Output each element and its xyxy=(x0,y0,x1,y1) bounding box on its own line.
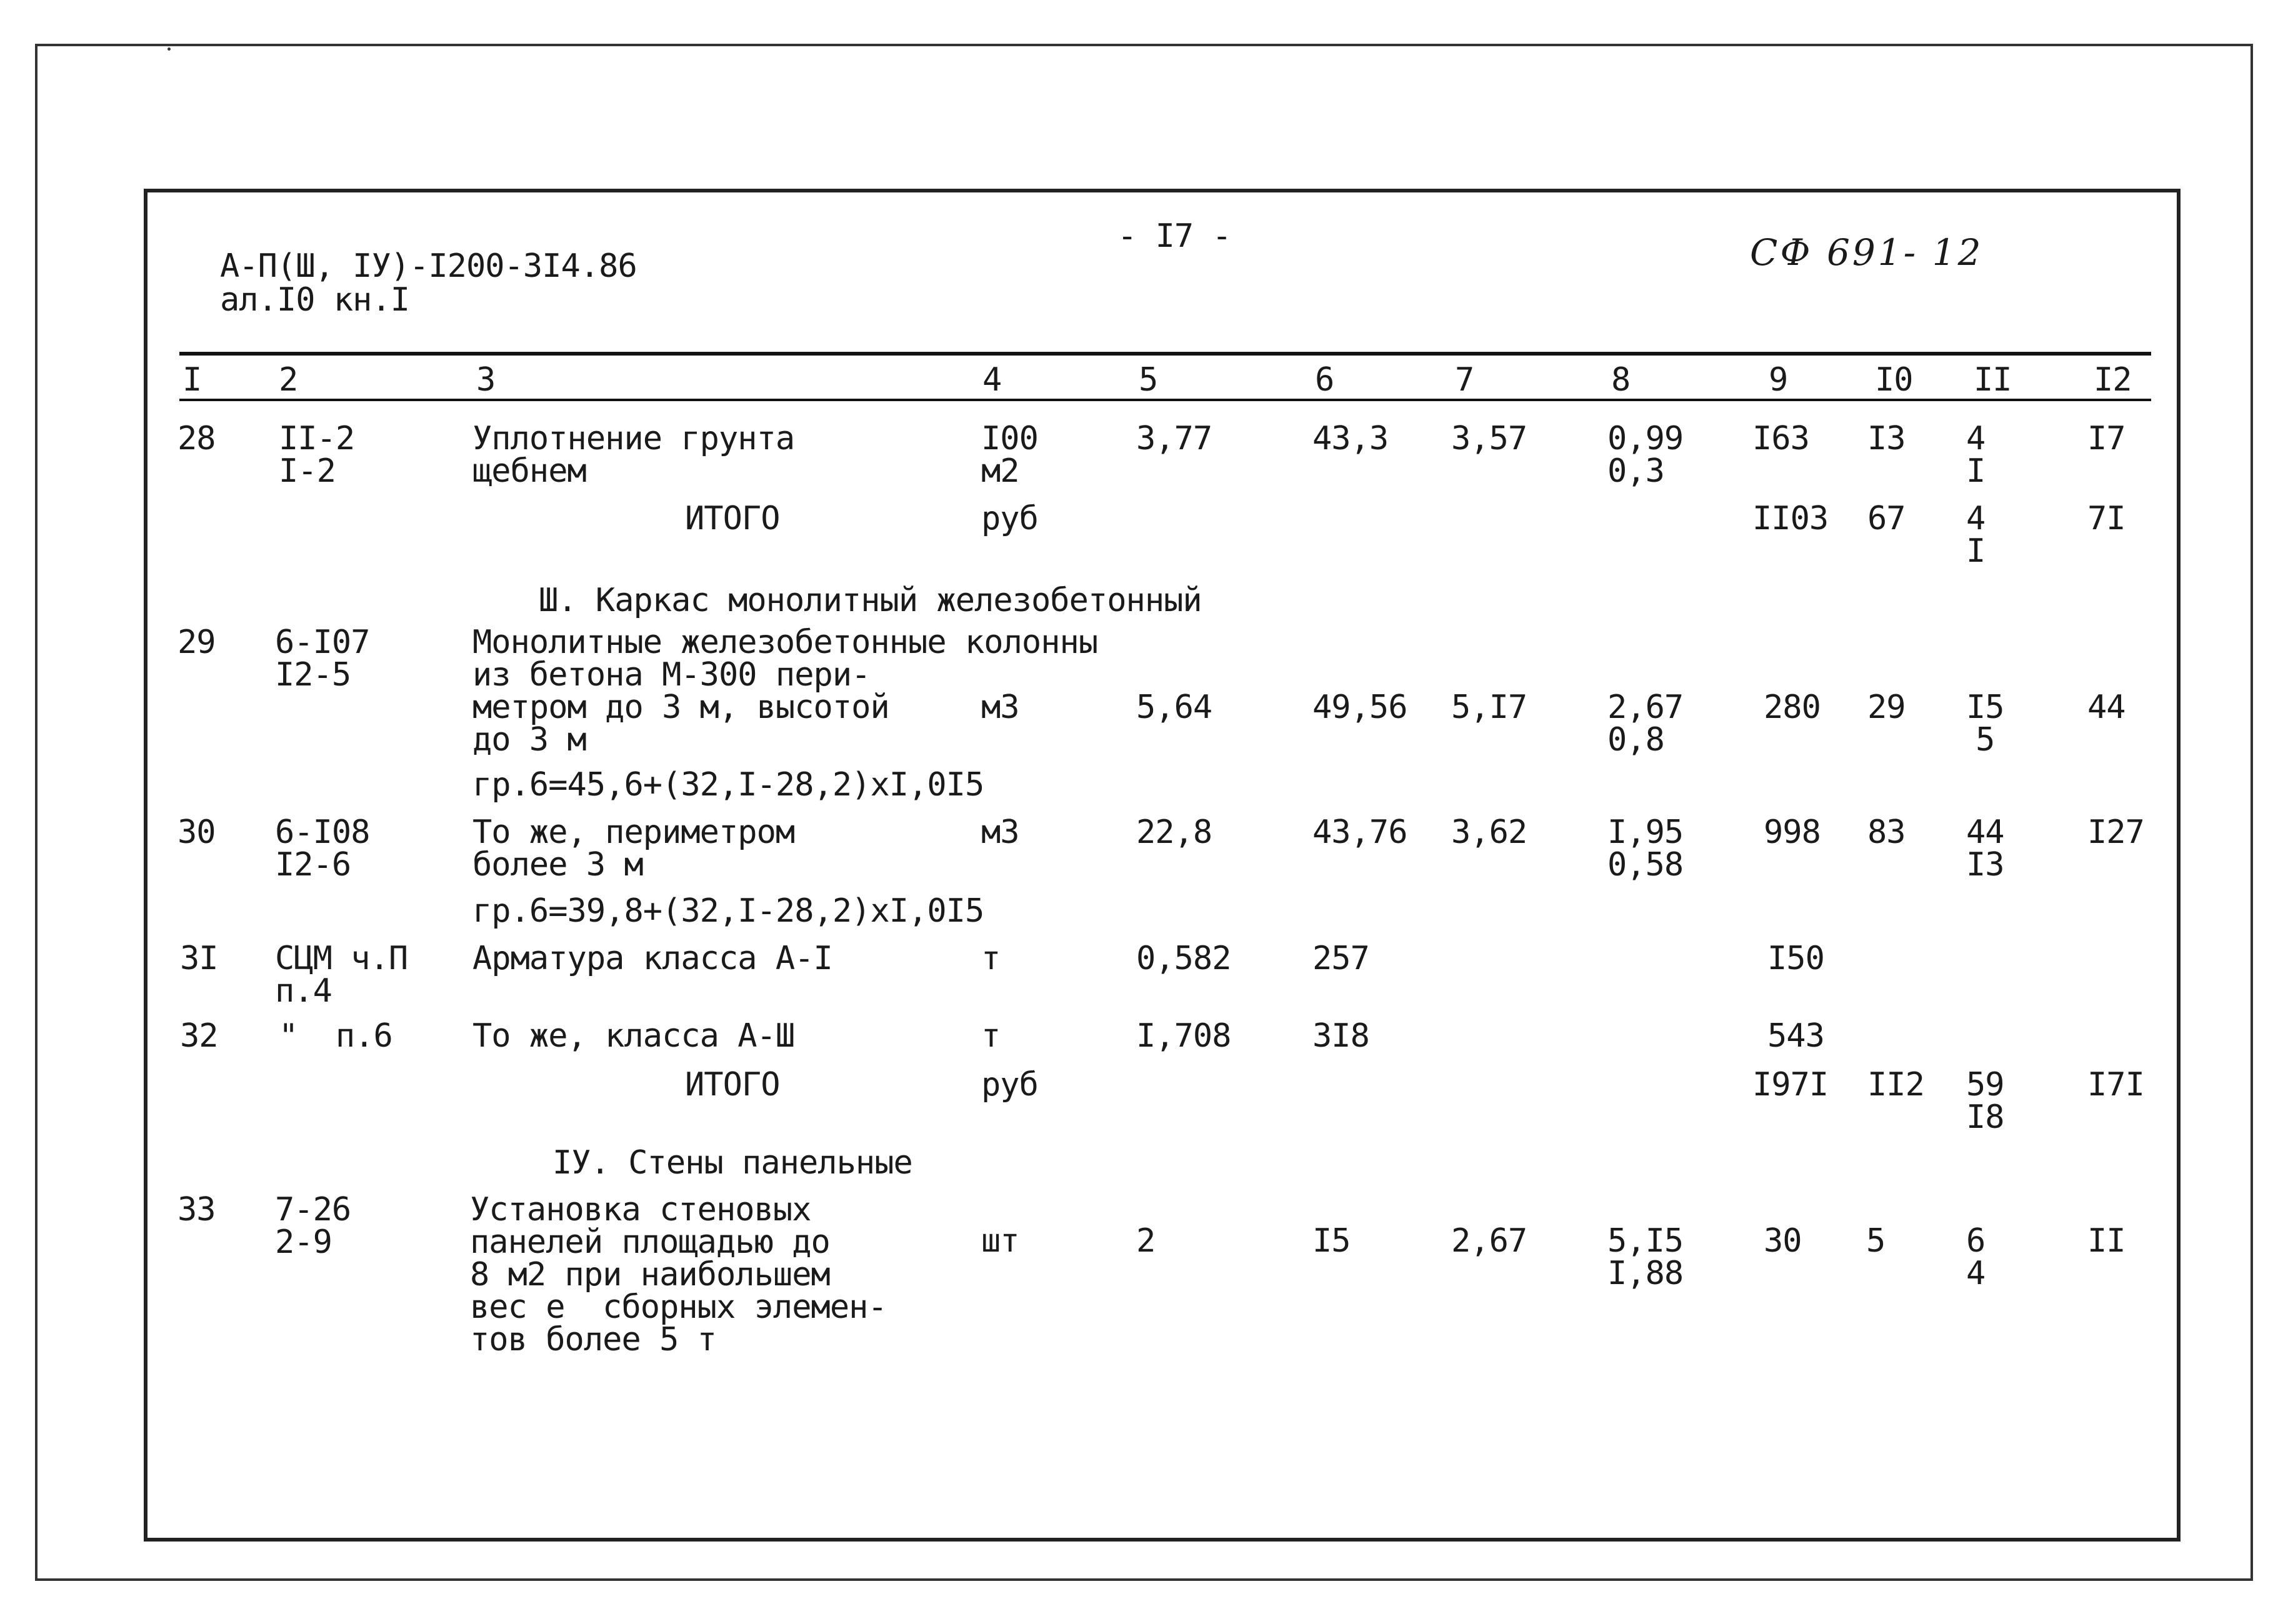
col10-value: 5 xyxy=(1866,1222,1886,1260)
col8-value: 5,І5 І,88 xyxy=(1607,1222,1684,1292)
col8-value: 2,67 0,8 xyxy=(1607,689,1684,759)
col11-value: І5 5 xyxy=(1966,689,2004,759)
col9-value: І63 xyxy=(1752,420,1809,457)
norm-code: 6-І08 І2-6 xyxy=(275,814,370,884)
col-header-11: ІІ xyxy=(1974,361,2012,399)
total-col9: ІІ03 xyxy=(1752,500,1829,537)
section-title-4: ІУ. Стены панельные xyxy=(552,1144,912,1182)
col6-value: І5 xyxy=(1312,1222,1351,1260)
col11-value: 4 І xyxy=(1966,420,1986,490)
unit: м3 xyxy=(981,814,1019,851)
row-number: 28 xyxy=(177,420,216,457)
col6-value: 43,76 xyxy=(1312,814,1407,851)
row-number: 29 xyxy=(177,624,216,661)
unit: І00 м2 xyxy=(981,420,1038,490)
formula: гр.6=45,6+(32,І-28,2)хІ,0І5 xyxy=(472,766,984,804)
col5-value: І,708 xyxy=(1136,1017,1231,1055)
total-unit: руб xyxy=(981,500,1038,537)
doc-code-line2: ал.І0 кн.І xyxy=(220,281,410,319)
row-number: 32 xyxy=(180,1017,218,1055)
norm-code: СЦМ ч.П п.4 xyxy=(275,940,408,1010)
unit: т xyxy=(981,1017,1001,1055)
col5-value: 0,582 xyxy=(1136,940,1231,977)
unit: т xyxy=(981,940,1001,977)
page-number: - І7 - xyxy=(1117,217,1231,255)
work-name: То же, класса А-Ш xyxy=(472,1017,795,1055)
col-header-7: 7 xyxy=(1455,361,1474,399)
col-header-1: І xyxy=(182,361,202,399)
col-header-4: 4 xyxy=(982,361,1002,399)
col6-value: 3І8 xyxy=(1312,1017,1369,1055)
col6-value: 49,56 xyxy=(1312,689,1407,726)
col9-value: 30 xyxy=(1764,1222,1802,1260)
col12-value: І7 xyxy=(2087,420,2126,457)
work-name: Установка стеновых панелей площадью до 8 м2 при наибольшем вес е сборных элемен- тов более 5 т xyxy=(470,1191,887,1358)
col-header-5: 5 xyxy=(1139,361,1158,399)
col-header-12: І2 xyxy=(2094,361,2132,399)
col7-value: 3,57 xyxy=(1451,420,1527,457)
unit: шт xyxy=(981,1222,1019,1260)
col-header-8: 8 xyxy=(1611,361,1631,399)
col8-value: 0,99 0,3 xyxy=(1607,420,1684,490)
col12-value: 44 xyxy=(2087,689,2126,726)
total-col10: 67 xyxy=(1867,500,1906,537)
col10-value: 29 xyxy=(1867,689,1906,726)
total-col10: ІІ2 xyxy=(1867,1066,1924,1103)
col-header-3: 3 xyxy=(476,361,496,399)
handwritten-ref: СФ 691- 12 xyxy=(1750,231,1984,274)
col9-value: 998 xyxy=(1764,814,1821,851)
total-unit: руб xyxy=(981,1066,1038,1103)
total-col12: І7І xyxy=(2087,1066,2144,1103)
col7-value: 2,67 xyxy=(1451,1222,1527,1260)
work-name: То же, периметром более 3 м xyxy=(472,814,795,884)
col-header-6: 6 xyxy=(1315,361,1334,399)
col12-value: ІІ xyxy=(2087,1222,2126,1260)
scan-speck xyxy=(167,47,171,51)
col-header-2: 2 xyxy=(279,361,298,399)
formula: гр.6=39,8+(32,І-28,2)хІ,0І5 xyxy=(472,892,984,930)
col9-value: 543 xyxy=(1767,1017,1824,1055)
col11-value: 6 4 xyxy=(1966,1222,1986,1292)
col10-value: І3 xyxy=(1867,420,1906,457)
col7-value: 5,І7 xyxy=(1451,689,1527,726)
total-label: ИТОГО xyxy=(685,1066,780,1103)
norm-code: 7-26 2-9 xyxy=(275,1191,351,1261)
col6-value: 43,3 xyxy=(1312,420,1389,457)
total-label: ИТОГО xyxy=(685,500,780,537)
row-number: 3І xyxy=(180,940,218,977)
total-col11: 4 І xyxy=(1966,500,1986,570)
norm-code: " п.6 xyxy=(279,1017,392,1055)
col5-value: 5,64 xyxy=(1136,689,1212,726)
row-number: 33 xyxy=(177,1191,216,1228)
col12-value: І27 xyxy=(2087,814,2144,851)
col10-value: 83 xyxy=(1867,814,1906,851)
table-header-rule xyxy=(179,399,2151,401)
col11-value: 44 І3 xyxy=(1966,814,2004,884)
work-name: Монолитные железобетонные колонны из бетона М-300 пери- метром до 3 м, высотой до 3 м xyxy=(472,624,1098,759)
table-top-rule xyxy=(179,352,2151,356)
total-col11: 59 І8 xyxy=(1966,1066,2004,1136)
col6-value: 257 xyxy=(1312,940,1369,977)
work-name: Уплотнение грунта щебнем xyxy=(472,420,795,490)
row-number: 30 xyxy=(177,814,216,851)
col7-value: 3,62 xyxy=(1451,814,1527,851)
col9-value: 280 xyxy=(1764,689,1821,726)
col8-value: І,95 0,58 xyxy=(1607,814,1684,884)
total-col12: 7І xyxy=(2087,500,2126,537)
col-header-9: 9 xyxy=(1769,361,1788,399)
col5-value: 2 xyxy=(1136,1222,1156,1260)
norm-code: ІІ-2 І-2 xyxy=(279,420,355,490)
col5-value: 22,8 xyxy=(1136,814,1212,851)
section-title-3: Ш. Каркас монолитный железобетонный xyxy=(539,582,1202,619)
work-name: Арматура класса А-І xyxy=(472,940,832,977)
col-header-10: І0 xyxy=(1875,361,1913,399)
unit: м3 xyxy=(981,689,1019,726)
norm-code: 6-І07 І2-5 xyxy=(275,624,370,694)
total-col9: І97І xyxy=(1752,1066,1829,1103)
doc-code-line1: А-П(Ш, ІУ)-І200-3І4.86 xyxy=(220,247,637,285)
col9-value: І50 xyxy=(1767,940,1824,977)
col5-value: 3,77 xyxy=(1136,420,1212,457)
